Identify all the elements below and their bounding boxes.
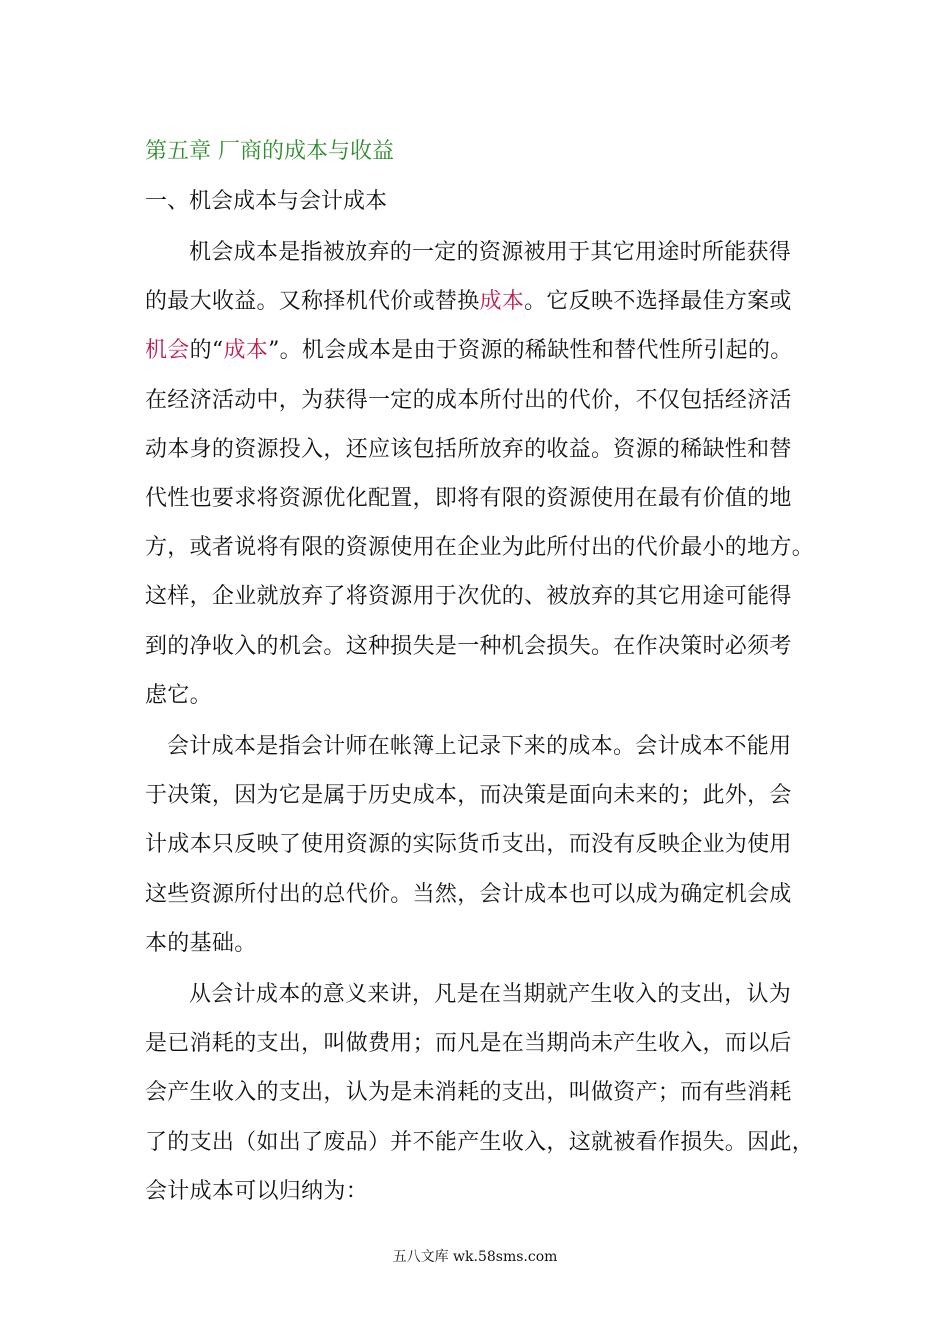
paragraph-line: 虑它。: [145, 682, 212, 708]
paragraph-opportunity-cost: [145, 228, 815, 720]
section-heading: 一、机会成本与会计成本: [145, 189, 388, 214]
paragraph-line: 从会计成本的意义来讲，凡是在当期就产生收入的支出，认为: [189, 982, 792, 1008]
paragraph-line: [145, 277, 815, 326]
paragraph-line: 会计成本可以归纳为：: [145, 1178, 369, 1204]
cost-link[interactable]: 成本: [223, 338, 269, 364]
text-run: 。它反映不选择最佳方案或: [524, 289, 792, 315]
paragraph-line: 计成本只反映了使用资源的实际货币支出，而没有反映企业为使用: [145, 832, 792, 858]
paragraph-line: 机会成本是指被放弃的一定的资源被用于其它用途时所能获得: [189, 240, 792, 265]
paragraph-line: [145, 326, 815, 375]
paragraph-line: 代性也要求将资源优化配置，即将有限的资源使用在最有价值的地: [145, 486, 792, 512]
text-run: 的“: [189, 338, 224, 364]
text-run: ”。机会成本是由于资源的稀缺性和替代性所引起的。: [268, 338, 793, 364]
paragraph-line: 这样，企业就放弃了将资源用于次优的、被放弃的其它用途可能得: [145, 584, 792, 610]
text-run: 的最大收益。又称择机代价或替换: [145, 289, 480, 315]
paragraph-accounting-cost: [145, 722, 815, 968]
paragraph-line: 到的净收入的机会。这种损失是一种机会损失。在作决策时必须考: [145, 633, 792, 659]
chapter-title: 第五章 厂商的成本与收益: [145, 139, 394, 164]
paragraph-line: 动本身的资源投入，还应该包括所放弃的收益。资源的稀缺性和替: [145, 436, 792, 462]
paragraph-line: 是已消耗的支出，叫做费用；而凡是在当期尚未产生收入，而以后: [145, 1031, 792, 1057]
paragraph-accounting-meaning: [145, 970, 815, 1216]
document-body: [145, 130, 815, 1216]
cost-link[interactable]: 成本: [479, 289, 525, 315]
paragraph-line: 会计成本是指会计师在帐簿上记录下来的成本。会计成本不能用: [167, 734, 792, 760]
paragraph-line: 了的支出（如出了废品）并不能产生收入，这就被看作损失。因此，: [145, 1129, 815, 1155]
paragraph-line: 在经济活动中，为获得一定的成本所付出的代价，不仅包括经济活: [145, 387, 792, 413]
paragraph-line: 本的基础。: [145, 930, 257, 956]
paragraph-line: 于决策，因为它是属于历史成本，而决策是面向未来的；此外，会: [145, 783, 792, 809]
paragraph-line: 方，或者说将有限的资源使用在企业为此所付出的代价最小的地方。: [145, 535, 815, 561]
opportunity-link[interactable]: 机会: [145, 338, 190, 364]
paragraph-line: 会产生收入的支出，认为是未消耗的支出，叫做资产；而有些消耗: [145, 1080, 792, 1106]
paragraph-line: 这些资源所付出的总代价。当然，会计成本也可以成为确定机会成: [145, 881, 792, 907]
page-footer: 五八文库 wk.58sms.com: [392, 1249, 558, 1265]
